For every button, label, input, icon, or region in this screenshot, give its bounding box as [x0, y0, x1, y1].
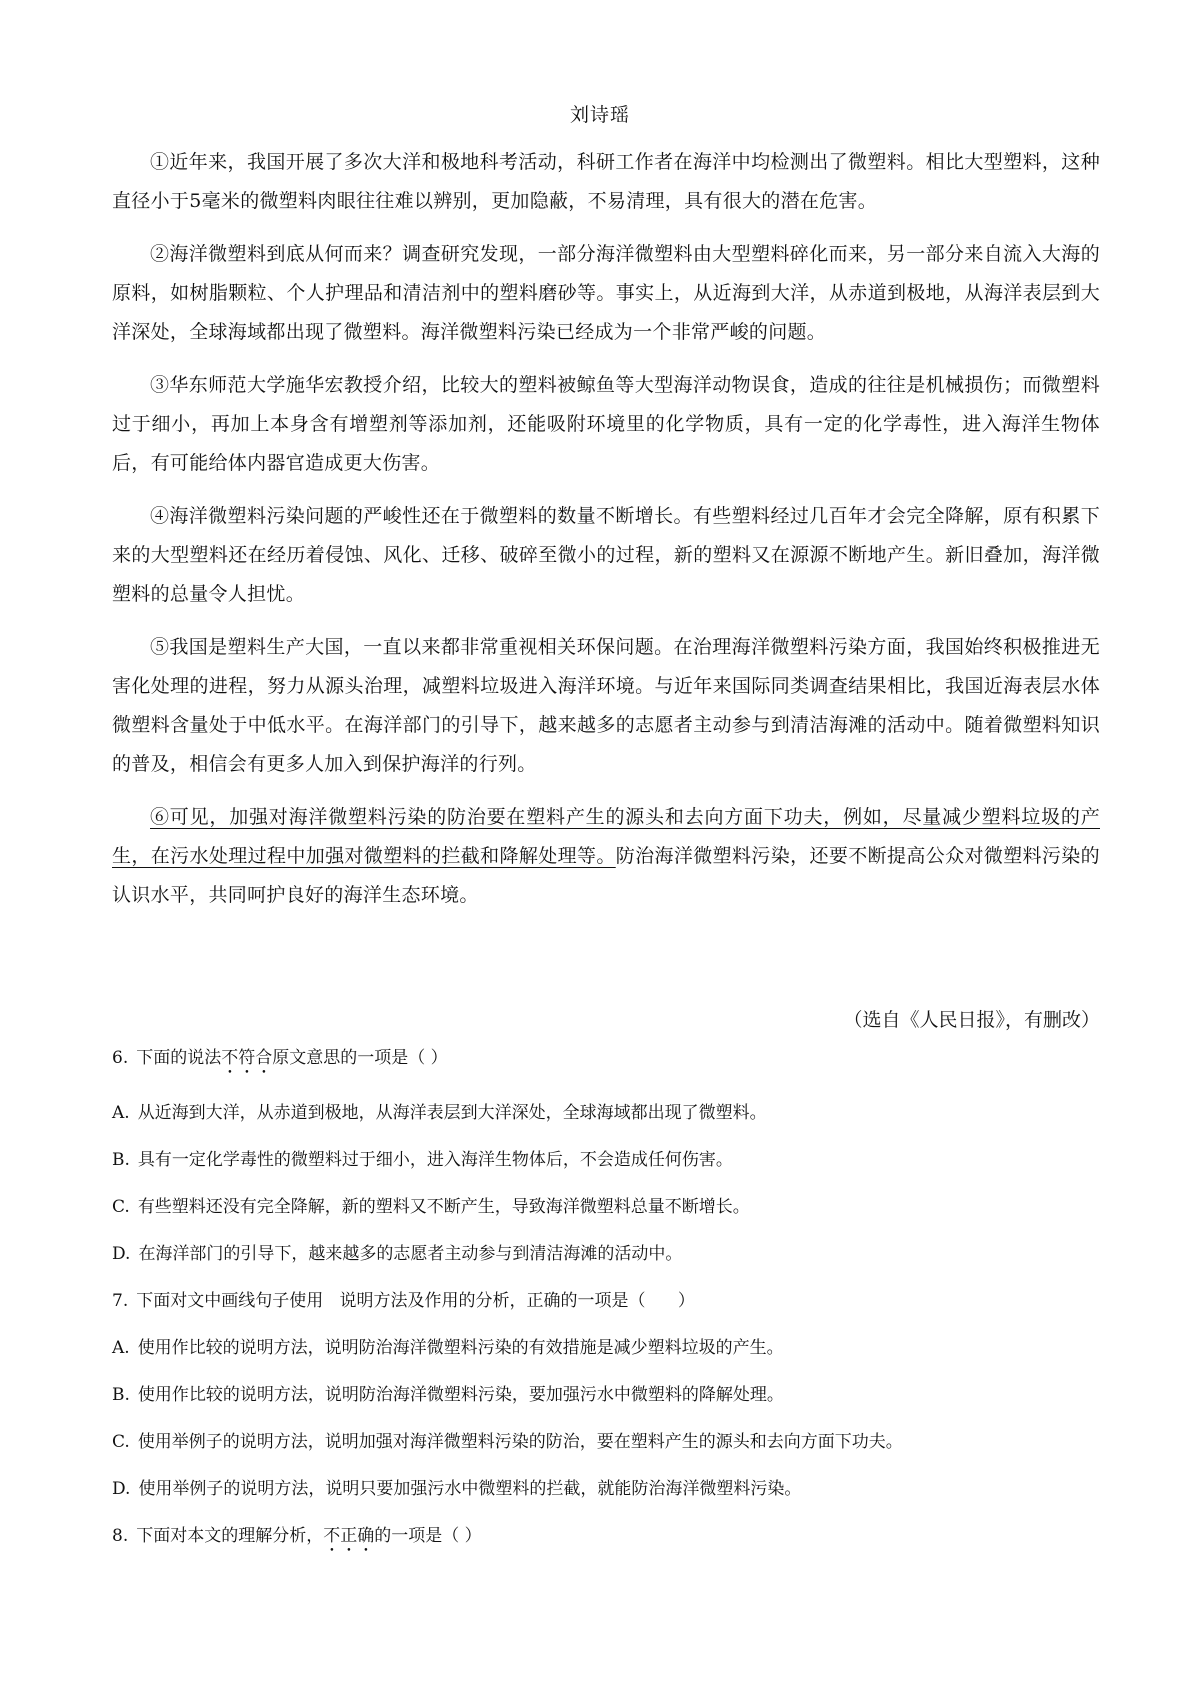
paragraph-2: ②海洋微塑料到底从何而来？调查研究发现，一部分海洋微塑料由大型塑料碎化而来，另一部分来自流入大海的原料，如树脂颗粒、个人护理品和清洁剂中的塑料磨砂等。事实上，从近海到大洋，从赤道到极地，从海洋表层到大洋深处，全球海域都出现了微塑料。海洋微塑料污染已经成为一个非常严峻的问题。 [112, 243, 1100, 343]
option-text: 具有一定化学毒性的微塑料过于细小，进入海洋生物体后，不会造成任何伤害。 [137, 1150, 733, 1170]
question-7-stem [112, 1289, 1100, 1313]
option-label: B. [112, 1385, 130, 1405]
question-6-option-a[interactable] [112, 1101, 1100, 1125]
author-name: 刘诗瑶 [569, 104, 630, 126]
question-number: 7. [112, 1291, 129, 1311]
question-6-option-c[interactable] [112, 1195, 1100, 1219]
paragraph-4: ④海洋微塑料污染问题的严峻性还在于微塑料的数量不断增长。有些塑料经过几百年才会完全降解，原有积累下来的大型塑料还在经历着侵蚀、风化、迁移、破碎至微小的过程，新的塑料又在源源不断地产生。新旧叠加，海洋微塑料的总量令人担忧。 [112, 505, 1100, 605]
article-body [112, 143, 1100, 915]
question-6-option-d[interactable] [112, 1242, 1100, 1266]
paragraph-6 [112, 798, 1100, 915]
underlined-sentence: ⑥可见，加强对海洋微塑料污染的防治要在塑料产生的源头和去向方面下功夫，例如，尽量减少塑料垃圾的产生，在污水处理过程中加强对微塑料的拦截和降解处理等。 [112, 806, 1100, 867]
question-7-option-b[interactable] [112, 1383, 1100, 1407]
question-7-option-a[interactable] [112, 1336, 1100, 1360]
source-citation: （选自《人民日报》，有删改） [843, 1009, 1100, 1031]
option-label: A. [112, 1103, 130, 1123]
option-text: 使用举例子的说明方法，说明加强对海洋微塑料污染的防治，要在塑料产生的源头和去向方面下功夫。 [137, 1432, 903, 1452]
question-7-option-d[interactable] [112, 1477, 1100, 1501]
question-6-stem [112, 1046, 1100, 1078]
question-8-stem [112, 1524, 1100, 1556]
option-text: 使用举例子的说明方法，说明只要加强污水中微塑料的拦截，就能防治海洋微塑料污染。 [138, 1479, 802, 1499]
option-text: 从近海到大洋，从赤道到极地，从海洋表层到大洋深处，全球海域都出现了微塑料。 [137, 1103, 767, 1123]
question-number: 6. [112, 1048, 129, 1068]
stem-text: 的一项是（ ） [374, 1526, 482, 1546]
option-label: A. [112, 1338, 130, 1358]
paragraph-5: ⑤我国是塑料生产大国，一直以来都非常重视相关环保问题。在治理海洋微塑料污染方面，我国始终积极推进无害化处理的进程，努力从源头治理，减塑料垃圾进入海洋环境。与近年来国际同类调查结果相比，我国近海表层水体微塑料含量处于中低水平。在海洋部门的引导下，越来越多的志愿者主动参与到清洁海滩的活动中。随着微塑料知识的普及，相信会有更多人加入到保护海洋的行列。 [112, 636, 1100, 775]
emphasized-text: 不正确 [323, 1526, 375, 1546]
option-label: C. [112, 1197, 130, 1217]
option-text: 有些塑料还没有完全降解，新的塑料又不断产生，导致海洋微塑料总量不断增长。 [137, 1197, 750, 1217]
paragraph-3: ③华东师范大学施华宏教授介绍，比较大的塑料被鲸鱼等大型海洋动物误食，造成的往往是机械损伤；而微塑料过于细小，再加上本身含有增塑剂等添加剂，还能吸附环境里的化学物质，具有一定的化学毒性，进入海洋生物体后，有可能给体内器官造成更大伤害。 [112, 374, 1100, 474]
paragraph-1: ①近年来，我国开展了多次大洋和极地科考活动，科研工作者在海洋中均检测出了微塑料。相比大型塑料，这种直径小于5毫米的微塑料肉眼往往难以辨别，更加隐蔽，不易清理，具有很大的潜在危害。 [112, 151, 1100, 212]
stem-text: 原文意思的一项是（ ） [272, 1048, 448, 1068]
stem-text: 下面对本文的理解分析， [136, 1526, 324, 1546]
questions-section [112, 1046, 1100, 1579]
emphasized-text: 不符合 [221, 1048, 273, 1068]
stem-text: 下面对文中画线句子使用 说明方法及作用的分析，正确的一项是（ ） [136, 1291, 695, 1311]
option-text: 使用作比较的说明方法，说明防治海洋微塑料污染，要加强污水中微塑料的降解处理。 [137, 1385, 784, 1405]
stem-text: 下面的说法 [136, 1048, 222, 1068]
option-label: D. [112, 1479, 131, 1499]
paragraph-6-rest: 防治海洋微塑料污染，还要不断提高公众对微塑料污染的认识水平，共同呵护良好的海洋生态环境。 [112, 845, 1100, 906]
option-label: D. [112, 1244, 131, 1264]
option-text: 使用作比较的说明方法，说明防治海洋微塑料污染的有效措施是减少塑料垃圾的产生。 [137, 1338, 784, 1358]
option-label: B. [112, 1150, 130, 1170]
question-number: 8. [112, 1526, 129, 1546]
option-label: C. [112, 1432, 130, 1452]
question-7-option-c[interactable] [112, 1430, 1100, 1454]
question-6-option-b[interactable] [112, 1148, 1100, 1172]
option-text: 在海洋部门的引导下，越来越多的志愿者主动参与到清洁海滩的活动中。 [138, 1244, 683, 1264]
